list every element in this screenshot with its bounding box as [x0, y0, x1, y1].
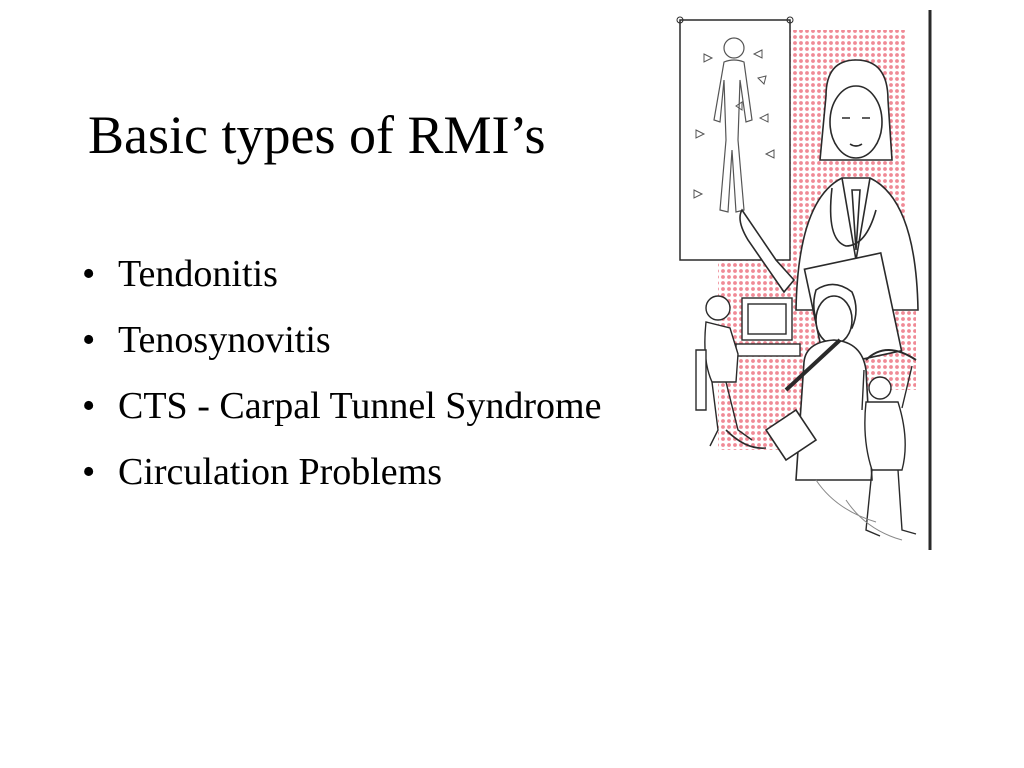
bullet-marker: • [82, 451, 96, 493]
list-item [82, 446, 601, 512]
rmi-clipart [666, 10, 936, 552]
bullet-marker: • [82, 385, 96, 427]
list-item [82, 380, 601, 446]
bullet-text: Tendonitis [118, 253, 278, 295]
bullet-text: Circulation Problems [118, 451, 443, 493]
bullet-marker: • [82, 253, 96, 295]
body-chart [677, 17, 793, 260]
bullet-list [82, 248, 601, 512]
slide-title: Basic types of RMI’s [88, 105, 546, 165]
list-item [82, 314, 601, 380]
motion-lines [816, 480, 902, 540]
list-item [82, 248, 601, 314]
bullet-text: Tenosynovitis [118, 319, 331, 361]
bullet-text: CTS - Carpal Tunnel Syndrome [118, 385, 602, 427]
bullet-marker: • [82, 319, 96, 361]
clipart-illustration [666, 10, 936, 552]
